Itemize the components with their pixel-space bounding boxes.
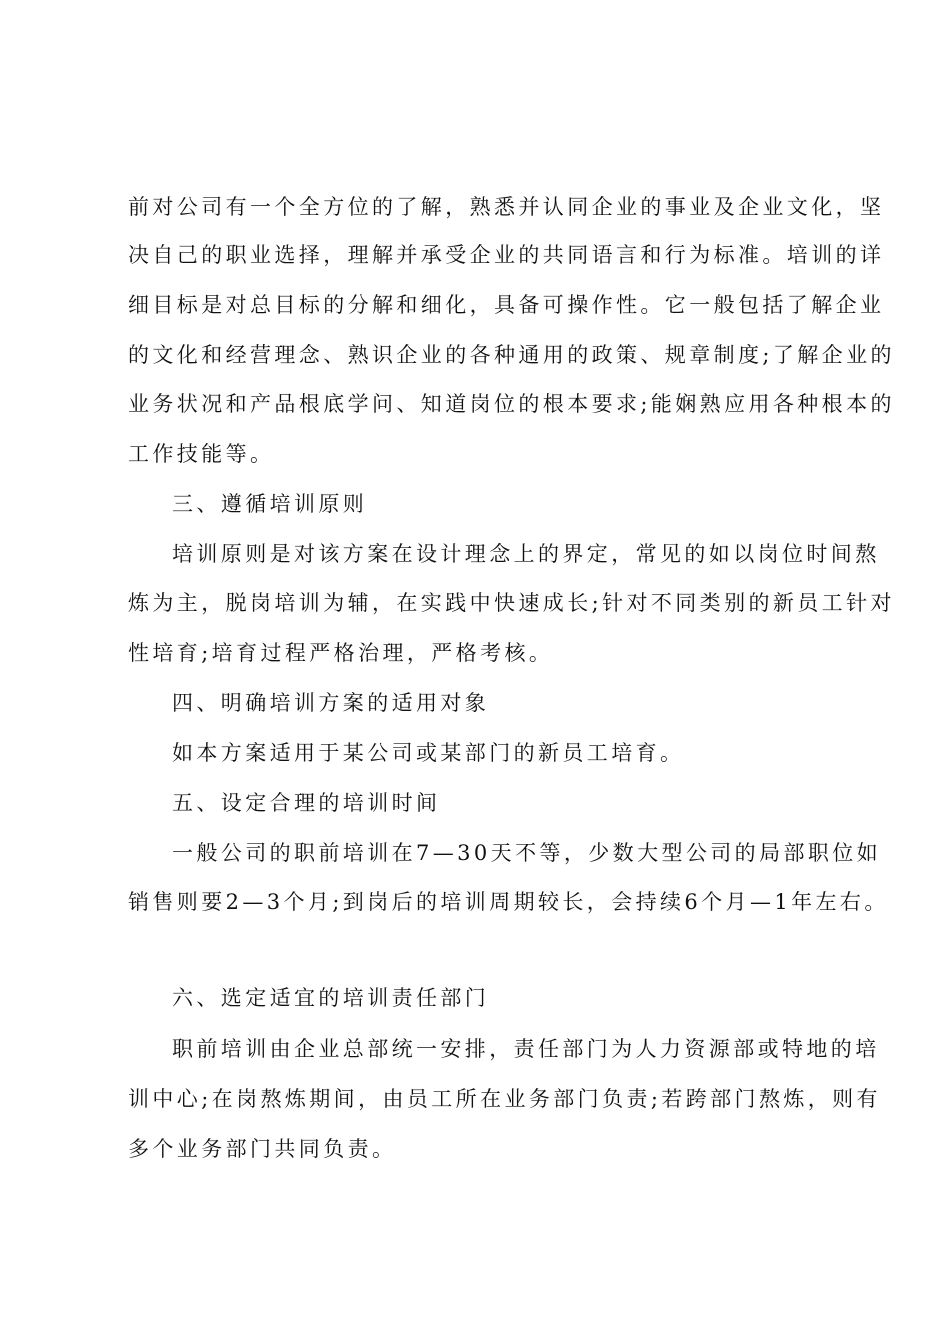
- paragraph-line: 决自己的职业选择，理解并承受企业的共同语言和行为标准。培训的详: [128, 243, 885, 267]
- paragraph-line: 性培育;培育过程严格治理，严格考核。: [128, 641, 554, 665]
- paragraph-line: 训中心;在岗熬炼期间，由员工所在业务部门负责;若跨部门熬炼，则有: [128, 1087, 881, 1111]
- paragraph-line: 业务状况和产品根底学问、知道岗位的根本要求;能娴熟应用各种根本的: [128, 392, 895, 416]
- paragraph-line: 工作技能等。: [128, 442, 275, 466]
- paragraph-line: 多个业务部门共同负责。: [128, 1137, 397, 1161]
- section-heading: 五、设定合理的培训时间: [172, 791, 441, 815]
- paragraph-line: 一般公司的职前培训在7—30天不等，少数大型公司的局部职位如: [172, 841, 882, 865]
- paragraph-line: 职前培训由企业总部统一安排，责任部门为人力资源部或特地的培: [172, 1037, 880, 1061]
- paragraph-line: 细目标是对总目标的分解和细化，具备可操作性。它一般包括了解企业: [128, 293, 885, 317]
- paragraph-line: 培训原则是对该方案在设计理念上的界定，常见的如以岗位时间熬: [172, 542, 880, 566]
- paragraph-line: 销售则要2—3个月;到岗后的培训周期较长，会持续6个月—1年左右。: [128, 890, 889, 914]
- paragraph-line: 的文化和经营理念、熟识企业的各种通用的政策、规章制度;了解企业的: [128, 343, 895, 367]
- section-heading: 六、选定适宜的培训责任部门: [172, 986, 490, 1010]
- paragraph-line: 前对公司有一个全方位的了解，熟悉并认同企业的事业及企业文化，坚: [128, 195, 885, 219]
- section-heading: 四、明确培训方案的适用对象: [172, 691, 490, 715]
- paragraph-line: 炼为主，脱岗培训为辅，在实践中快速成长;针对不同类别的新员工针对: [128, 591, 895, 615]
- section-heading: 三、遵循培训原则: [172, 492, 368, 516]
- paragraph-line: 如本方案适用于某公司或某部门的新员工培育。: [172, 741, 685, 765]
